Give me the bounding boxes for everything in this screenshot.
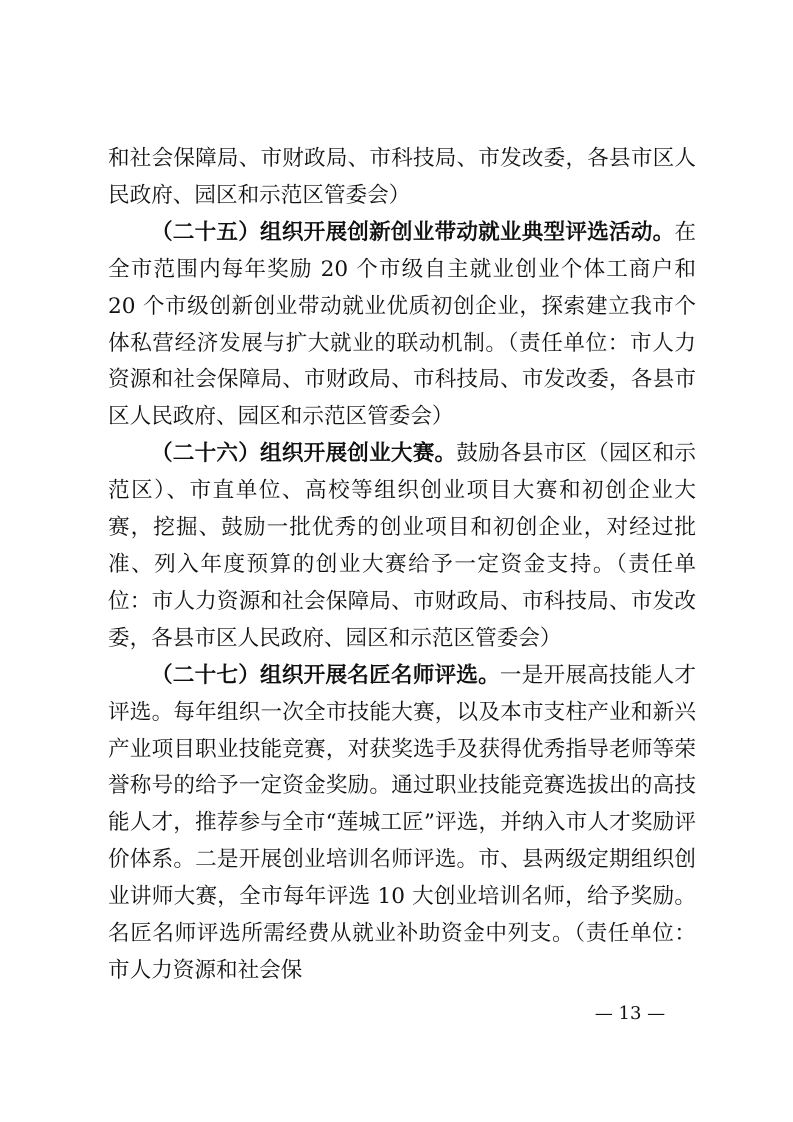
paragraph-text: 一是开展高技能人才评选。每年组织一次全市技能大赛，以及本市支柱产业和新兴产业项目职业技能竞赛，对获奖选手及获得优秀指导老师等荣誉称号的给予一定资金奖励。通过职业技能竞赛选拔出的高技能人才，推荐参与全市“莲城工匠”评选，并纳入市人才奖励评价体系。二是开展创业培训名师评选。市、县两级定期组织创业讲师大赛，全市每年评选 10 大创业培训名师，给予奖励。名匠名师评选所需经费从就业补助资金中列支。（责任单位：市人力资源和社会保 [108,662,696,983]
paragraph-heading: （二十五）组织开展创新创业带动就业典型评选活动。 [151,219,675,245]
paragraph-item-27 [108,658,696,990]
paragraph-heading: （二十六）组织开展创业大赛。 [151,441,457,467]
paragraph-continuation [108,141,696,215]
page-number: — 13 — [594,1003,666,1024]
paragraph-text: 和社会保障局、市财政局、市科技局、市发改委，各县市区人民政府、园区和示范区管委会） [108,146,696,208]
paragraph-item-25 [108,215,696,436]
paragraph-text: 鼓励各县市区（园区和示范区）、市直单位、高校等组织创业项目大赛和初创企业大赛，挖掘、鼓励一批优秀的创业项目和初创企业，对经过批准、列入年度预算的创业大赛给予一定资金支持。（责任单位：市人力资源和社会保障局、市财政局、市科技局、市发改委，各县市区人民政府、园区和示范区管委会） [108,441,696,651]
paragraph-heading: （二十七）组织开展名匠名师评选。 [151,662,500,688]
paragraph-item-26 [108,436,696,657]
paragraph-text: 在全市范围内每年奖励 20 个市级自主就业创业个体工商户和 20 个市级创新创业带动就业优质初创企业，探索建立我市个体私营经济发展与扩大就业的联动机制。（责任单位：市人力资源和社会保障局、市财政局、市科技局、市发改委，各县市区人民政府、园区和示范区管委会） [108,219,696,430]
body-text [108,141,696,990]
